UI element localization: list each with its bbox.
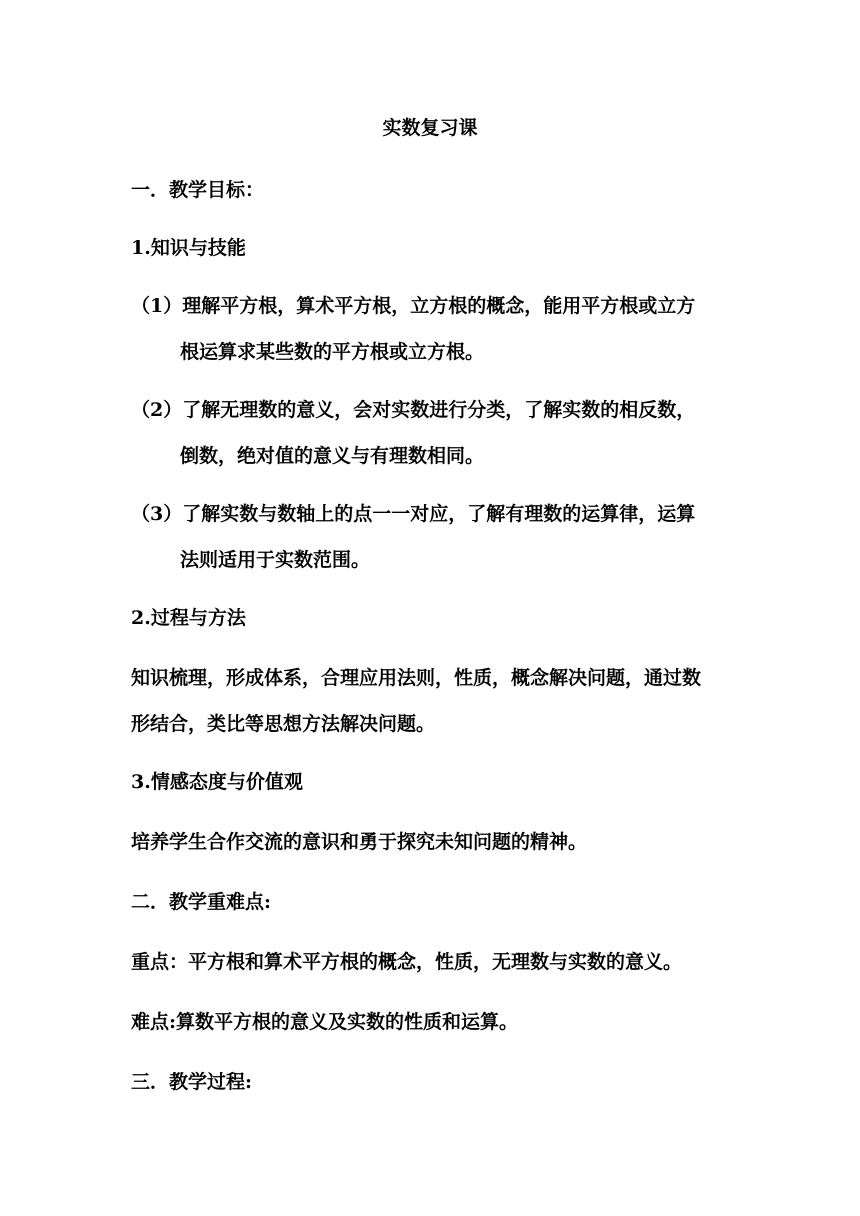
- section-1-heading: 一．教学目标：: [131, 179, 265, 201]
- document-title: 实数复习课: [382, 117, 478, 139]
- process-method-line-2: 形结合，类比等思想方法解决问题。: [131, 713, 436, 735]
- subsection-1-heading: 1.知识与技能: [131, 237, 246, 259]
- difficulty-line: 难点:算数平方根的意义及实数的性质和运算。: [131, 1011, 519, 1033]
- objective-1-line-2: 根运算求某些数的平方根或立方根。: [180, 341, 485, 363]
- objective-3-line-2: 法则适用于实数范围。: [180, 549, 371, 571]
- attitude-line: 培养学生合作交流的意识和勇于探究未知问题的精神。: [131, 831, 588, 853]
- key-point-line: 重点：平方根和算术平方根的概念，性质，无理数与实数的意义。: [131, 951, 683, 973]
- objective-1-line-1: （1）理解平方根，算术平方根，立方根的概念，能用平方根或立方: [131, 295, 696, 317]
- subsection-3-heading: 3.情感态度与价值观: [131, 771, 303, 793]
- objective-2-line-1: （2）了解无理数的意义，会对实数进行分类，了解实数的相反数，: [131, 399, 696, 421]
- process-method-line-1: 知识梳理，形成体系，合理应用法则，性质，概念解决问题，通过数: [131, 667, 702, 689]
- section-3-heading: 三．教学过程:: [131, 1071, 253, 1093]
- objective-3-line-1: （3）了解实数与数轴上的点一一对应，了解有理数的运算律，运算: [131, 503, 696, 525]
- objective-2-line-2: 倒数，绝对值的意义与有理数相同。: [180, 445, 485, 467]
- subsection-2-heading: 2.过程与方法: [131, 607, 246, 629]
- section-2-heading: 二．教学重难点:: [131, 891, 272, 913]
